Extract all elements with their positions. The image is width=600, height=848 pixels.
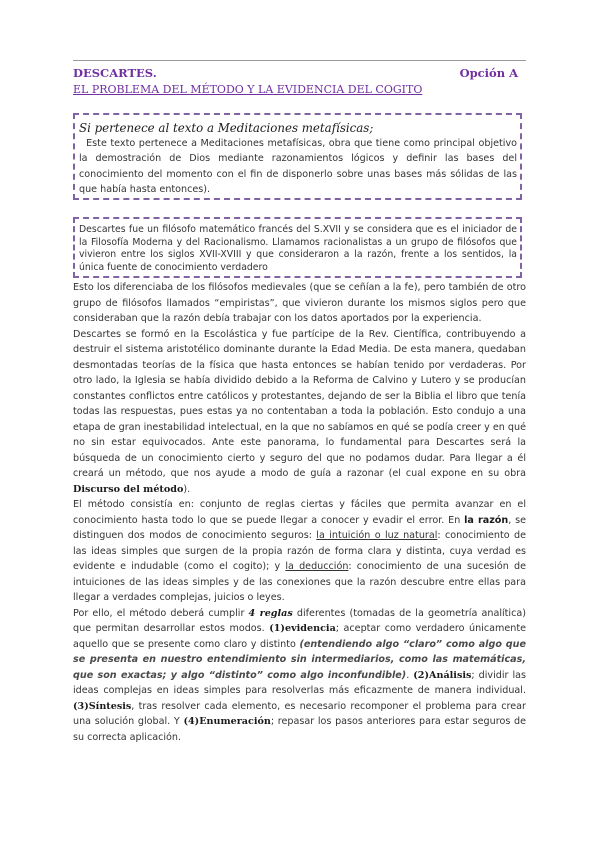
analisis-term: (2)Análisis bbox=[413, 669, 472, 681]
paragraph-1: Esto los diferenciaba de los filósofos medievales (que se ceñían a la fe), pero también de otro grupo de filósofos llamados “empiristas”, que vivieron durante los mismos siglos pero que consideraban que la razón debía trabajar con los datos aportados por la experiencia. bbox=[73, 282, 526, 324]
paragraph-3 bbox=[73, 497, 526, 606]
enumeracion-term: (4)Enumeración bbox=[183, 716, 271, 727]
author-box-text: Descartes fue un filósofo matemático francés del S.XVII y se considera que es el iniciador de la Filosofía Moderna y del Racionalismo. Llamamos racionalistas a un grupo de filósofos que vivieron entre los siglos XVII-XVIII y que consideraron a la razón, frente a los sentidos, la única fuente de conocimiento verdadero bbox=[79, 224, 517, 273]
header-rule bbox=[73, 60, 526, 61]
paragraph-4-a: Por ello, el método deberá cumplir bbox=[73, 607, 249, 619]
paragraph-4-g: ; repasar los pasos anteriores para estar seguros de su correcta aplicación. bbox=[73, 716, 526, 743]
doc-title: DESCARTES. bbox=[73, 66, 157, 80]
intuicion-term: la intuición o luz natural bbox=[316, 530, 438, 541]
body-text bbox=[73, 280, 526, 745]
paragraph-4-e: ; dividir las ideas complejas en ideas simples para resolverlas más eficazmente de manera individual. bbox=[73, 669, 526, 696]
evidencia-term: (1)evidencia bbox=[269, 623, 336, 634]
intro-box-title: Si pertenece al texto a Meditaciones metafísicas; bbox=[79, 121, 374, 135]
sintesis-term: (3)Síntesis bbox=[73, 700, 132, 712]
paragraph-3-c: : conocimiento de las ideas simples que surgen de la propia razón de forma clara y distinta, cuya verdad es evidente e indudable (como el cogito); y bbox=[73, 530, 527, 572]
paragraph-4-f: , tras resolver cada elemento, es necesario recomponer el problema para crear una solución global. Y bbox=[73, 700, 526, 727]
paragraph-4-d: . bbox=[406, 669, 414, 681]
work-title: Discurso del método bbox=[73, 483, 184, 495]
doc-subtitle: EL PROBLEMA DEL MÉTODO Y LA EVIDENCIA DEL COGITO bbox=[73, 83, 423, 96]
paragraph-3-b: , se distinguen dos modos de conocimiento seguros: bbox=[73, 514, 527, 541]
paragraph-3-d: : conocimiento de una sucesión de intuiciones de las ideas simples y de las conexiones que la razón descubre entre ellas para llegar a verdades complejas, juicios o leyes. bbox=[73, 561, 526, 603]
entendiendo-note: (entendiendo algo “claro” como algo que se presenta en nuestro entendimiento sin intermediarios, como las matemáticas, que son exactas; y algo “distinto” como algo inconfundible) bbox=[73, 638, 526, 681]
page-header bbox=[73, 66, 526, 96]
paragraph-4 bbox=[73, 606, 526, 746]
intro-box bbox=[73, 113, 522, 200]
reglas-term: 4 reglas bbox=[248, 607, 293, 619]
paragraph-2-text: Descartes se formó en la Escolástica y fue partícipe de la Rev. Científica, contribuyendo a destruir el sistema aristotélico dominante durante la Edad Media. De esta manera, quedaban desmontadas teorías de la física que hasta entonces se habían tenido por verdaderas. Por otro lado, la Iglesia se había dividido debido a la Reforma de Calvino y Lutero y se producían constantes conflictos entre católicos y protestantes, dejando de ser la Biblia el libro que tenía todas las respuestas, pues estas ya no contentaban a toda la población. Esto condujo a una etapa de gran inestabilidad intelectual, en la que no sabíamos en qué se podía creer y en qué no sin estar equivocados. Ante este panorama, lo fundamental para Descartes será la búsqueda de un conocimiento cierto y seguro del que no podamos dudar. Para llegar a él creará un método, que nos ayude a modo de guía a razonar (el cual expone en su obra bbox=[73, 328, 526, 479]
author-box bbox=[73, 217, 522, 278]
paragraph-4-c: ; aceptar como verdadero únicamente aquello que se presente como claro y distinto bbox=[73, 623, 526, 650]
paragraph-4-b: diferentes (tomadas de la geometría analítica) que permitan desarrollar estos modos. bbox=[73, 607, 526, 634]
option-label: Opción A bbox=[459, 66, 518, 80]
intro-box-text-content: Este texto pertenece a Meditaciones metafísicas, obra que tiene como principal objetivo la demostración de Dios mediante razonamientos lógicos y definir las bases del conocimiento del momento con el fin de disponerlo sobre unas bases más sólidas de las que había hasta entonces). bbox=[79, 138, 517, 196]
paragraph-2-end: ). bbox=[183, 483, 191, 495]
deduccion-term: la deducción bbox=[285, 561, 349, 572]
paragraph-2 bbox=[73, 327, 526, 498]
razon-term: la razón bbox=[464, 514, 509, 526]
paragraph-3-a: El método consistía en: conjunto de reglas ciertas y fáciles que permita avanzar en el conocimiento hasta todo lo que se puede llegar a conocer y evadir el error. En bbox=[73, 499, 526, 526]
intro-box-text bbox=[79, 136, 517, 198]
